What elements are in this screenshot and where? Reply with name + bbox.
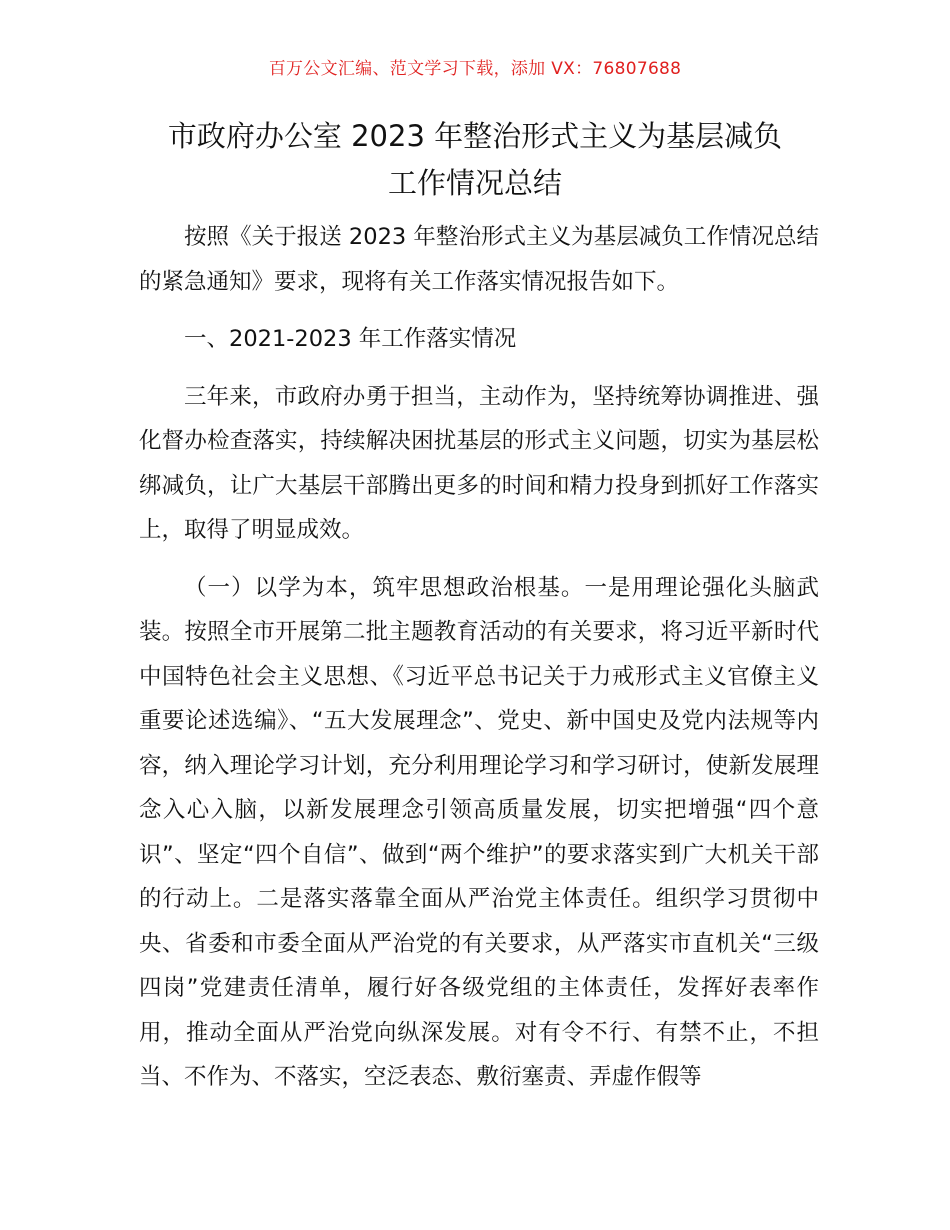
summary-paragraph: 三年来，市政府办勇于担当，主动作为，坚持统筹协调推进、强化督办检查落实，持续解决困扰基层的形式主义问题，切实为基层松绑减负，让广大基层干部腾出更多的时间和精力投身到抓好工作落实上，取得了明显成效。	[139, 383, 819, 543]
watermark-text: 百万公文汇编、范文学习下载，添加 VX：76807688	[268, 59, 682, 79]
title-line-2: 工作情况总结	[387, 166, 562, 200]
subsection-paragraph: （一）以学为本，筑牢思想政治根基。一是用理论强化头脑武装。按照全市开展第二批主题教育活动的有关要求，将习近平新时代中国特色社会主义思想、《习近平总书记关于力戒形式主义官僚主义重要论述选编》、“五大发展理念”、党史、新中国史及党内法规等内容，纳入理论学习计划，充分利用理论学习和学习研讨，使新发展理念入心入脑，以新发展理念引领高质量发展，切实把增强“四个意识”、坚定“四个自信”、做到“两个维护”的要求落实到广大机关干部的行动上。二是落实落靠全面从严治党主体责任。组织学习贯彻中央、省委和市委全面从严治党的有关要求，从严落实市直机关“三级四岗”党建责任清单，履行好各级党组的主体责任，发挥好表率作用，推动全面从严治党向纵深发展。对有令不行、有禁不止，不担当、不作为、不落实，空泛表态、敷衍塞责、弄虚作假等	[139, 574, 819, 1090]
section-heading: 一、2021-2023 年工作落实情况	[184, 326, 517, 352]
intro-paragraph: 按照《关于报送 2023 年整治形式主义为基层减负工作情况总结的紧急通知》要求，现将有关工作落实情况报告如下。	[139, 224, 819, 295]
document-title	[60, 113, 890, 207]
document-body	[139, 215, 819, 1113]
title-line-1: 市政府办公室 2023 年整治形式主义为基层减负	[167, 119, 783, 153]
